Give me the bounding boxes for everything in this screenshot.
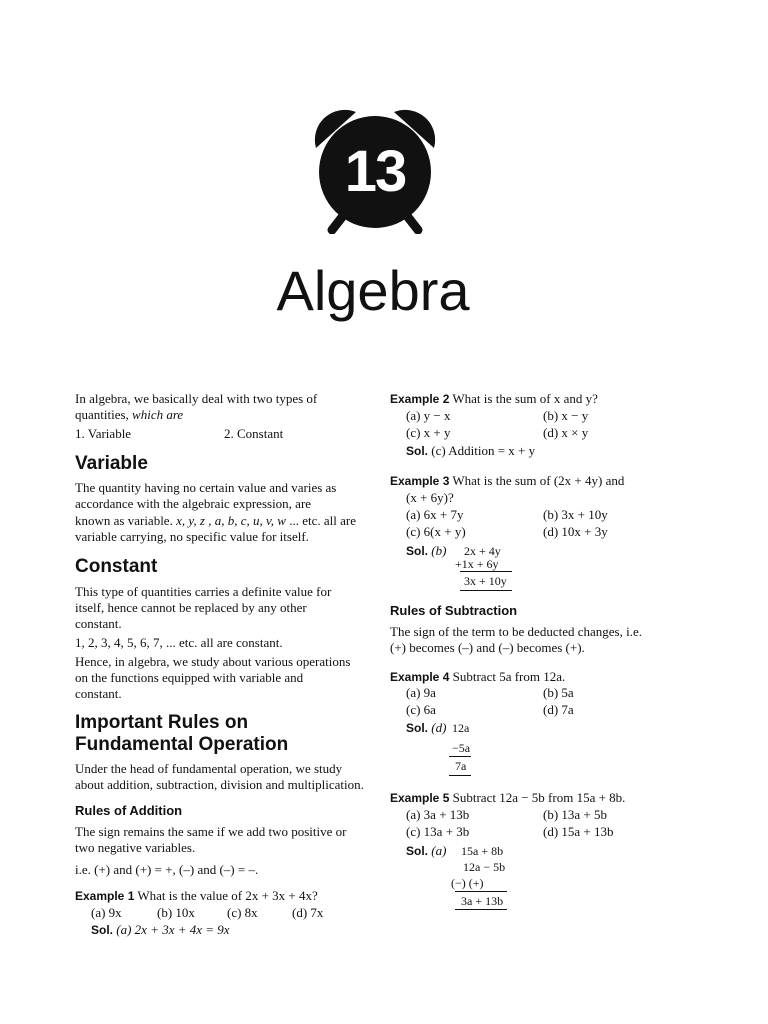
example-5-option-a: (a) 3a + 13b	[406, 807, 470, 822]
constant-line-6: on the functions equipped with variable and	[75, 670, 304, 685]
example-3-work-2: +1x + 6y	[455, 557, 499, 571]
example-2-question-row	[390, 391, 598, 407]
rules-line-2: about addition, subtraction, division and multiplication.	[75, 777, 364, 792]
example-4-option-b: (b) 5a	[543, 685, 574, 700]
example-3-option-b: (b) 3x + 10y	[543, 507, 608, 522]
example-5-question-row	[390, 790, 625, 806]
example-5-work-1: 15a + 8b	[461, 844, 504, 858]
example-2-label: Example 2	[390, 392, 450, 406]
example-1-sol-text: (a) 2x + 3x + 4x = 9x	[116, 922, 230, 937]
addition-line-3: i.e. (+) and (+) = +, (–) and (–) = –.	[75, 862, 259, 877]
subtraction-line-1: The sign of the term to be deducted changes, i.e.	[390, 624, 642, 639]
subtraction-line-2: (+) becomes (–) and (–) becomes (+).	[390, 640, 585, 655]
example-5-option-d: (d) 15a + 13b	[543, 824, 614, 839]
example-5-option-c: (c) 13a + 3b	[406, 824, 470, 839]
example-3-sol-label: Sol.	[406, 544, 429, 558]
example-2-question: What is the sum of x and y?	[452, 391, 598, 406]
example-5-work-4: 3a + 13b	[461, 894, 504, 908]
example-3-solution	[406, 543, 446, 559]
example-3-sol-choice: (b)	[431, 543, 447, 558]
example-1-solution	[91, 922, 230, 938]
example-1-label: Example 1	[75, 889, 135, 903]
addition-line-1: The sign remains the same if we add two positive or	[75, 824, 347, 839]
variable-line-1: The quantity having no certain value and varies as	[75, 480, 337, 495]
constant-line-7: constant.	[75, 686, 122, 701]
example-1-option-a: (a) 9x	[91, 905, 122, 920]
example-5-work-3: (−) (+)	[451, 876, 484, 890]
addition-heading: Rules of Addition	[75, 803, 183, 818]
example-5-solution	[406, 843, 446, 859]
example-5-sum-line	[455, 891, 507, 892]
example-4-work-1: 12a	[452, 721, 470, 735]
variable-heading: Variable	[75, 453, 148, 474]
example-4-sol-choice: (d)	[431, 720, 447, 735]
addition-line-2: two negative variables.	[75, 840, 196, 855]
example-4-solution	[406, 720, 446, 736]
example-4-option-d: (d) 7a	[543, 702, 574, 717]
subtraction-heading: Rules of Subtraction	[390, 603, 518, 618]
intro-line-2	[75, 407, 183, 423]
example-1-sol-label: Sol.	[91, 923, 114, 937]
example-5-question: Subtract 12a − 5b from 15a + 8b.	[452, 790, 626, 805]
chapter-number: 13	[344, 139, 406, 204]
example-2-option-b: (b) x − y	[543, 408, 589, 423]
variable-line-3a: known as variable.	[75, 513, 177, 528]
constant-line-2: itself, hence cannot be replaced by any other	[75, 600, 307, 615]
example-3-work-1: 2x + 4y	[464, 544, 501, 558]
example-3-work-3: 3x + 10y	[464, 574, 507, 588]
example-5-sol-choice: (a)	[431, 843, 447, 858]
constant-line-4: 1, 2, 3, 4, 5, 6, 7, ... etc. all are constant.	[75, 635, 283, 650]
example-2-sol-label: Sol.	[406, 444, 429, 458]
example-3-sum-line	[460, 571, 512, 572]
example-3-question-row	[390, 473, 624, 489]
example-1-option-b: (b) 10x	[157, 905, 195, 920]
example-1-question-row	[75, 888, 318, 904]
example-4-work-2: −5a	[452, 741, 471, 755]
example-1-option-d: (d) 7x	[292, 905, 324, 920]
example-4-question: Subtract 5a from 12a.	[452, 669, 566, 684]
rules-heading-line-2: Fundamental Operation	[75, 734, 289, 755]
example-4-question-row	[390, 669, 565, 685]
example-5-option-b: (b) 13a + 5b	[543, 807, 608, 822]
example-1-question: What is the value of 2x + 3x + 4x?	[137, 888, 318, 903]
variable-line-2: accordance with the algebraic expression, are	[75, 496, 312, 511]
constant-line-1: This type of quantities carries a definite value for	[75, 584, 332, 599]
variable-line-3	[75, 513, 356, 529]
intro-line-2a: quantities,	[75, 407, 133, 422]
example-3-option-a: (a) 6x + 7y	[406, 507, 464, 522]
rules-heading-line-1: Important Rules on	[75, 712, 249, 733]
intro-item-variable: 1. Variable	[75, 426, 132, 441]
intro-line-1: In algebra, we basically deal with two types of	[75, 391, 318, 406]
example-2-solution	[406, 443, 535, 459]
example-1-option-c: (c) 8x	[227, 905, 258, 920]
example-3-result-line	[460, 590, 512, 591]
example-3-question: What is the sum of (2x + 4y) and	[452, 473, 625, 488]
example-4-sol-label: Sol.	[406, 721, 429, 735]
example-3-label: Example 3	[390, 474, 450, 488]
example-4-work-3: 7a	[455, 759, 467, 773]
chapter-title: Algebra	[276, 259, 470, 322]
constant-line-5: Hence, in algebra, we study about various operations	[75, 654, 351, 669]
rules-line-1: Under the head of fundamental operation, we study	[75, 761, 343, 776]
example-2-option-a: (a) y − x	[406, 408, 451, 423]
example-3-option-c: (c) 6(x + y)	[406, 524, 466, 539]
example-4-sum-line	[449, 756, 471, 757]
example-4-option-a: (a) 9a	[406, 685, 436, 700]
variable-line-4: variable carrying, no specific value for itself.	[75, 529, 309, 544]
example-2-option-d: (d) x × y	[543, 425, 589, 440]
example-4-label: Example 4	[390, 670, 450, 684]
example-5-sol-label: Sol.	[406, 844, 429, 858]
example-5-label: Example 5	[390, 791, 450, 805]
intro-line-2b: which are	[132, 407, 184, 422]
variable-line-3b: x, y, z , a, b, c, u, v, w	[176, 513, 286, 528]
example-2-option-c: (c) x + y	[406, 425, 451, 440]
constant-heading: Constant	[75, 556, 158, 577]
example-2-sol-text: (c) Addition = x + y	[431, 443, 536, 458]
example-3-question-cont: (x + 6y)?	[406, 490, 454, 505]
example-4-option-c: (c) 6a	[406, 702, 436, 717]
variable-line-3c: ... etc. all are	[285, 513, 356, 528]
example-5-work-2: 12a − 5b	[463, 860, 506, 874]
example-3-option-d: (d) 10x + 3y	[543, 524, 608, 539]
example-5-result-line	[455, 909, 507, 910]
example-4-result-line	[449, 775, 471, 776]
constant-line-3: constant.	[75, 616, 122, 631]
intro-item-constant: 2. Constant	[224, 426, 284, 441]
